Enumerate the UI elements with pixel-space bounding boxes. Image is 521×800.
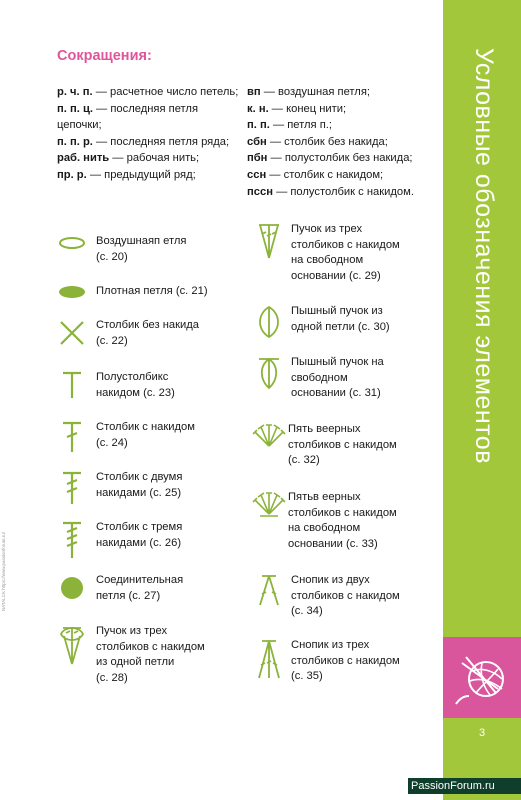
symbol-label-line: основании (с. 33): [288, 537, 378, 550]
symbol-label-line: свободном: [291, 371, 348, 384]
symbol-label-line: накидами (с. 26): [96, 536, 182, 549]
symbol-label: [291, 222, 400, 284]
abbreviation-term: раб. нить: [57, 152, 110, 165]
puff-stitch-one-loop-icon: [254, 304, 284, 340]
symbol-label-line: Воздушнаяп етля: [96, 235, 187, 247]
abbreviation-meaning: — расчетное число петель;: [92, 86, 239, 98]
symbol-entry: [254, 222, 400, 284]
abbreviation-item: [247, 117, 437, 134]
abbreviations-left-column: [57, 84, 242, 184]
symbol-label: [291, 573, 400, 620]
symbol-label-line: столбиков с накидом: [291, 654, 400, 667]
symbol-entry: [57, 370, 175, 401]
double-crochet-icon: [57, 420, 87, 454]
chapter-sidebar: [443, 0, 521, 800]
symbol-label-line: на свободном: [288, 522, 361, 535]
symbol-label-line: основании (с. 29): [291, 269, 381, 282]
cluster-one-loop-icon: [57, 624, 87, 666]
symbol-entry: [254, 638, 400, 685]
abbreviation-term: пр. р.: [57, 168, 87, 181]
symbol-entry: [57, 234, 186, 265]
symbol-entry: [57, 573, 183, 604]
abbreviation-item: [247, 101, 437, 118]
abbreviation-meaning: — конец нити;: [268, 102, 347, 115]
symbol-label: [96, 624, 205, 686]
sidebar-icon-band: [443, 637, 521, 718]
abbreviation-term: сбн: [247, 135, 267, 148]
symbol-label-line: Пять веерных: [288, 423, 361, 435]
symbol-label-line: Плотная петля (с. 21): [96, 285, 208, 297]
double-treble-crochet-icon: [57, 520, 87, 560]
symbol-label-line: (с. 24): [96, 436, 128, 449]
symbol-label: [288, 422, 397, 469]
abbreviation-meaning: — рабочая нить;: [109, 152, 200, 165]
abbreviation-item: [57, 84, 242, 101]
abbreviations-title: Сокращения:: [57, 48, 152, 64]
abbreviation-term: п. п. ц.: [57, 102, 93, 115]
symbol-label-line: Столбик с двумя: [96, 471, 183, 483]
symbol-label-line: Пятьв еерных: [288, 491, 361, 503]
symbol-label-line: (с. 22): [96, 334, 128, 347]
symbol-entry: [252, 490, 397, 552]
symbol-label-line: столбиков с накидом: [288, 506, 397, 519]
symbol-label-line: (с. 34): [291, 605, 323, 618]
joining-stitch-dot-icon: [57, 573, 87, 603]
symbol-label-line: столбиков с накидом: [291, 238, 400, 251]
abbreviation-term: пбн: [247, 152, 268, 165]
abbreviation-term: п. п. р.: [57, 135, 93, 148]
abbreviation-meaning: — предыдущий ряд;: [86, 168, 196, 181]
abbreviation-meaning: — последняя петля ряда;: [92, 135, 230, 148]
symbol-label-line: Столбик с тремя: [96, 521, 183, 533]
symbol-label-line: основании (с. 31): [291, 387, 381, 400]
slip-stitch-filled-oval-icon: [57, 284, 87, 300]
symbol-label: [291, 304, 390, 335]
treble-crochet-icon: [57, 470, 87, 506]
symbol-label: [291, 355, 384, 402]
chain-stitch-oval-icon: [57, 234, 87, 252]
symbol-label-line: столбиков с накидом: [288, 438, 397, 451]
cluster-free-base-icon: [254, 222, 284, 262]
half-double-crochet-t-icon: [57, 370, 87, 400]
abbreviation-item: [247, 134, 437, 151]
abbreviation-term: к. н.: [247, 102, 269, 115]
symbol-label: [96, 520, 182, 551]
symbol-label: [96, 470, 182, 501]
abbreviation-meaning: — последняя петля цепочки;: [57, 102, 199, 132]
abbreviation-item: [247, 150, 437, 167]
symbol-label: [288, 490, 397, 552]
symbol-label-line: Столбик с накидом: [96, 421, 195, 433]
abbreviation-item: [247, 84, 437, 101]
symbol-label: [96, 234, 186, 265]
shell-free-base-icon: [252, 490, 286, 518]
symbol-label-line: Пышный пучок из: [291, 305, 383, 317]
symbol-label-line: столбиков с накидом: [291, 589, 400, 602]
symbol-label: [96, 370, 175, 401]
symbol-label-line: (с. 35): [291, 670, 323, 683]
symbol-label: [96, 573, 183, 604]
symbol-label-line: (с. 28): [96, 671, 128, 684]
abbreviation-meaning: — воздушная петля;: [260, 86, 370, 98]
symbol-label-line: петля (с. 27): [96, 589, 161, 602]
symbol-label-line: Пышный пучок на: [291, 356, 384, 368]
abbreviation-term: р. ч. п.: [57, 86, 93, 98]
abbreviation-meaning: — полустолбик с накидом.: [272, 185, 414, 198]
symbol-label-line: Столбик без накида: [96, 319, 200, 331]
abbreviation-meaning: — столбик с накидом;: [266, 168, 384, 181]
page-number-box: [443, 718, 521, 748]
abbreviation-term: пссн: [247, 185, 273, 198]
symbol-entry: [254, 304, 390, 340]
symbol-label: [96, 420, 195, 451]
abbreviation-meaning: — столбик без накида;: [266, 135, 388, 148]
abbreviation-term: ссн: [247, 168, 267, 181]
symbol-entry: [254, 573, 400, 620]
watermark: PassionForum.ru: [411, 780, 495, 792]
symbol-entry: [57, 470, 182, 506]
symbol-label-line: Снопик из трех: [291, 639, 370, 651]
decrease-two-stitches-icon: [254, 573, 284, 607]
decrease-three-stitches-icon: [254, 638, 284, 680]
symbol-label-line: Пучок из трех: [291, 223, 363, 235]
abbreviation-term: п. п.: [247, 119, 270, 132]
symbol-label-line: накидами (с. 25): [96, 486, 182, 499]
symbol-label: [96, 284, 208, 300]
symbol-label: [291, 638, 400, 685]
abbreviation-term: вп: [247, 86, 261, 98]
abbreviations-right-column: [247, 84, 437, 200]
symbol-entry: [57, 520, 182, 560]
symbol-entry: [254, 355, 384, 402]
chapter-title: Условные обозначения элементов: [470, 48, 498, 464]
symbol-label-line: Полустолбикс: [96, 371, 169, 383]
yarn-ball-icon: [452, 649, 512, 707]
puff-stitch-free-base-icon: [254, 355, 284, 391]
abbreviation-item: [57, 167, 242, 184]
symbol-label: [96, 318, 199, 349]
symbol-entry: [57, 284, 208, 300]
abbreviation-item: [57, 101, 242, 134]
symbol-entry: [57, 624, 205, 686]
symbol-entry: [57, 420, 195, 454]
single-crochet-x-icon: [57, 318, 87, 348]
symbol-entry: [252, 422, 397, 469]
side-note: NATALCK https://www.passionforum.ru/: [1, 532, 6, 612]
abbreviation-meaning: — петля п.;: [269, 119, 333, 132]
symbol-label-line: Соединительная: [96, 574, 184, 586]
symbol-label-line: (с. 32): [288, 454, 320, 467]
symbol-label-line: из одной петли: [96, 656, 175, 669]
abbreviation-item: [247, 167, 437, 184]
symbol-label-line: Пучок из трех: [96, 625, 168, 637]
abbreviation-item: [247, 184, 437, 201]
symbol-label-line: одной петли (с. 30): [291, 320, 390, 333]
abbreviation-item: [57, 150, 242, 167]
symbol-entry: [57, 318, 199, 349]
symbol-label-line: накидом (с. 23): [96, 386, 175, 399]
abbreviation-item: [57, 134, 242, 151]
page-number: 3: [478, 727, 486, 739]
symbol-label-line: на свободном: [291, 254, 364, 267]
shell-five-stitches-icon: [252, 422, 286, 448]
abbreviation-meaning: — полустолбик без накида;: [267, 152, 413, 165]
symbol-label-line: (с. 20): [96, 250, 128, 263]
symbol-label-line: Снопик из двух: [291, 574, 370, 586]
symbol-label-line: столбиков с накидом: [96, 640, 205, 653]
